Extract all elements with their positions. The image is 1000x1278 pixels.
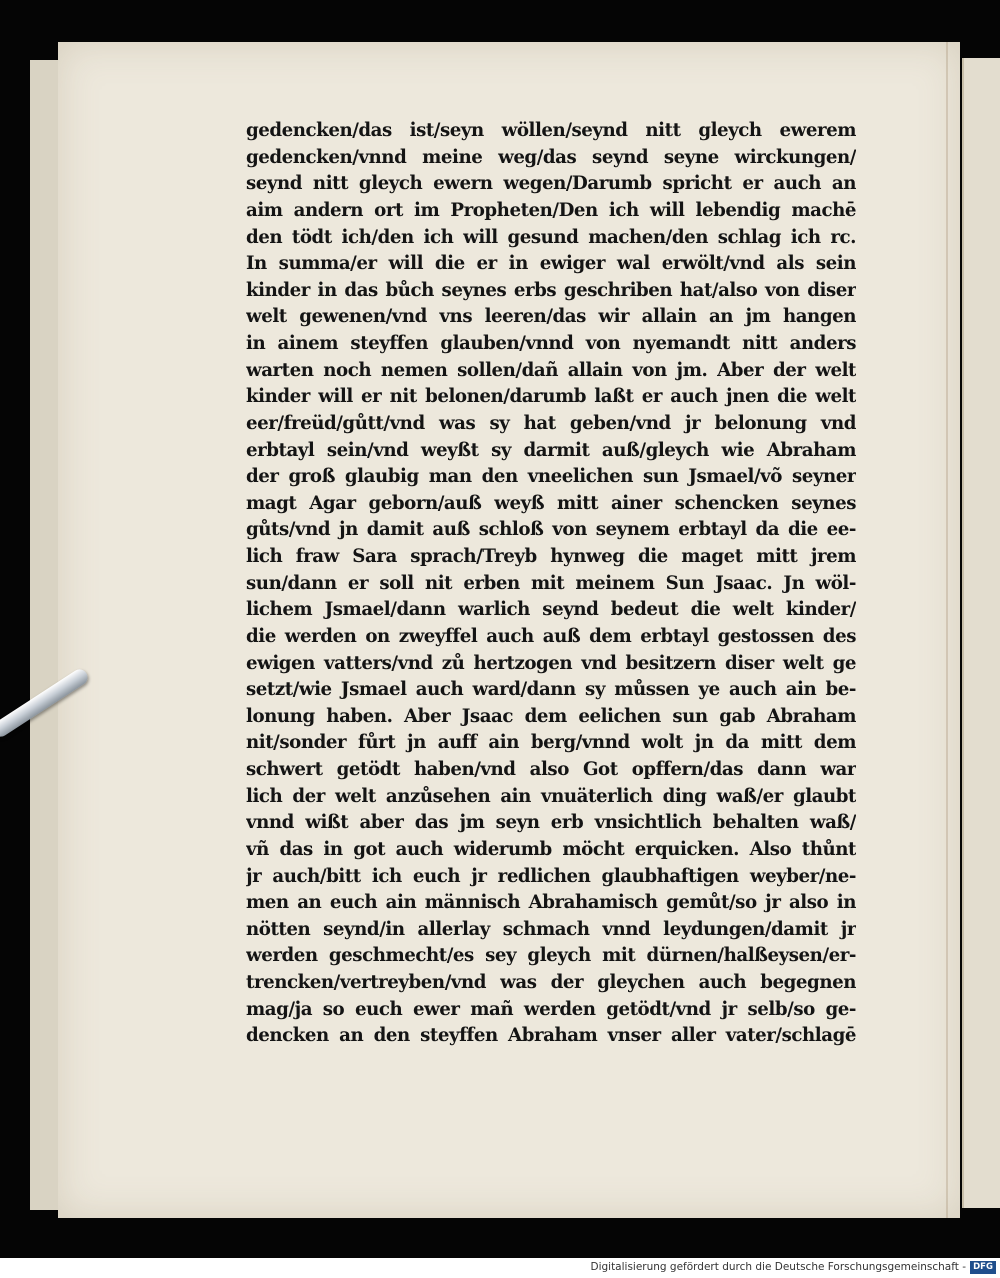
page-text	[246, 118, 856, 1050]
text-line: werden geschmecht/es sey gleych mit dürnen/halßeysen/er-	[246, 945, 856, 967]
text-line: die werden on zweyffel auch auß dem erbtayl gestossen des	[246, 625, 856, 647]
text-line: dencken an den steyffen Abraham vnser aller vater/schlagē	[246, 1025, 856, 1047]
text-line: schwert getödt haben/vnd also Got opffern/das dann war	[246, 759, 856, 780]
text-line: jr auch/bitt ich euch jr redlichen glaubhaftigen weyber/ne-	[246, 865, 856, 887]
text-line: in ainem steyffen glauben/vnnd von nyemandt nitt anders	[246, 333, 856, 354]
text-line: vnnd wißt aber das jm seyn erb vnsichtlich behalten waß/	[246, 812, 856, 834]
text-line: lichem Jsmael/dann warlich seynd bedeut die welt kinder/	[246, 599, 856, 621]
text-line: gůts/vnd jn damit auß schloß von seynem erbtayl da die ee-	[246, 519, 856, 541]
text-line: men an euch ain männisch Abrahamisch gemůt/so jr also in	[246, 892, 856, 914]
text-line: lich fraw Sara sprach/Treyb hynweg die maget mitt jrem	[246, 546, 856, 567]
text-line: vñ das in got auch widerumb möcht erquicken. Also thůnt	[246, 838, 856, 860]
text-line: warten noch nemen sollen/dañ allain von jm. Aber der welt	[246, 359, 856, 381]
text-line: welt gewenen/vnd vns leeren/das wir allain an jm hangen	[246, 306, 856, 328]
text-line: lich der welt anzůsehen ain vnuäterlich ding waß/er glaubt	[246, 785, 856, 807]
text-line: erbtayl sein/vnd weyßt sy darmit auß/gleych wie Abraham	[246, 439, 856, 461]
text-line: lonung haben. Aber Jsaac dem eelichen sun gab Abraham	[246, 705, 856, 727]
text-line: gedencken/das ist/seyn wöllen/seynd nitt gleych ewerem	[246, 120, 856, 141]
facing-page-edge	[962, 58, 1000, 1208]
text-line: mag/ja so euch ewer mañ werden getödt/vnd jr selb/so ge-	[246, 998, 856, 1020]
text-line: seynd nitt gleych ewern wegen/Darumb spricht er auch an	[246, 173, 856, 195]
text-line: kinder in das bůch seynes erbs geschriben hat/also von diser	[246, 279, 856, 301]
text-line: den tödt ich/den ich will gesund machen/den schlag ich rc.	[246, 226, 856, 248]
text-line: sun/dann er soll nit erben mit meinem Sun Jsaac. Jn wöl-	[246, 572, 856, 594]
text-line: setzt/wie Jsmael auch ward/dann sy můssen ye auch ain be-	[246, 679, 856, 701]
funding-credit: Digitalisierung gefördert durch die Deutsche Forschungsgemeinschaft -	[590, 1261, 966, 1273]
text-line: aim andern ort im Propheten/Den ich will lebendig machē	[246, 199, 856, 221]
text-line: der groß glaubig man den vneelichen sun Jsmael/võ seyner	[246, 466, 856, 488]
footer-bar	[0, 1258, 1000, 1278]
text-line: eer/freüd/gůtt/vnd was sy hat geben/vnd jr belonung vnd	[246, 412, 856, 434]
text-line: kinder will er nit belonen/darumb laßt er auch jnen die welt	[246, 386, 856, 408]
text-line: nötten seynd/in allerlay schmach vnnd leydungen/damit jr	[246, 918, 856, 940]
text-line: In summa/er will die er in ewiger wal erwölt/vnd als sein	[246, 253, 856, 275]
text-line: gedencken/vnnd meine weg/das seynd seyne wirckungen/	[246, 146, 856, 168]
dfg-logo-icon: DFG	[970, 1261, 996, 1274]
text-line: nit/sonder fůrt jn auff ain berg/vnnd wolt jn da mitt dem	[246, 732, 856, 754]
text-line: magt Agar geborn/auß weyß mitt ainer schencken seynes	[246, 492, 856, 514]
text-line: ewigen vatters/vnd zů hertzogen vnd besitzern diser welt ge	[246, 652, 856, 674]
text-line: trencken/vertreyben/vnd was der gleychen auch begegnen	[246, 972, 856, 993]
